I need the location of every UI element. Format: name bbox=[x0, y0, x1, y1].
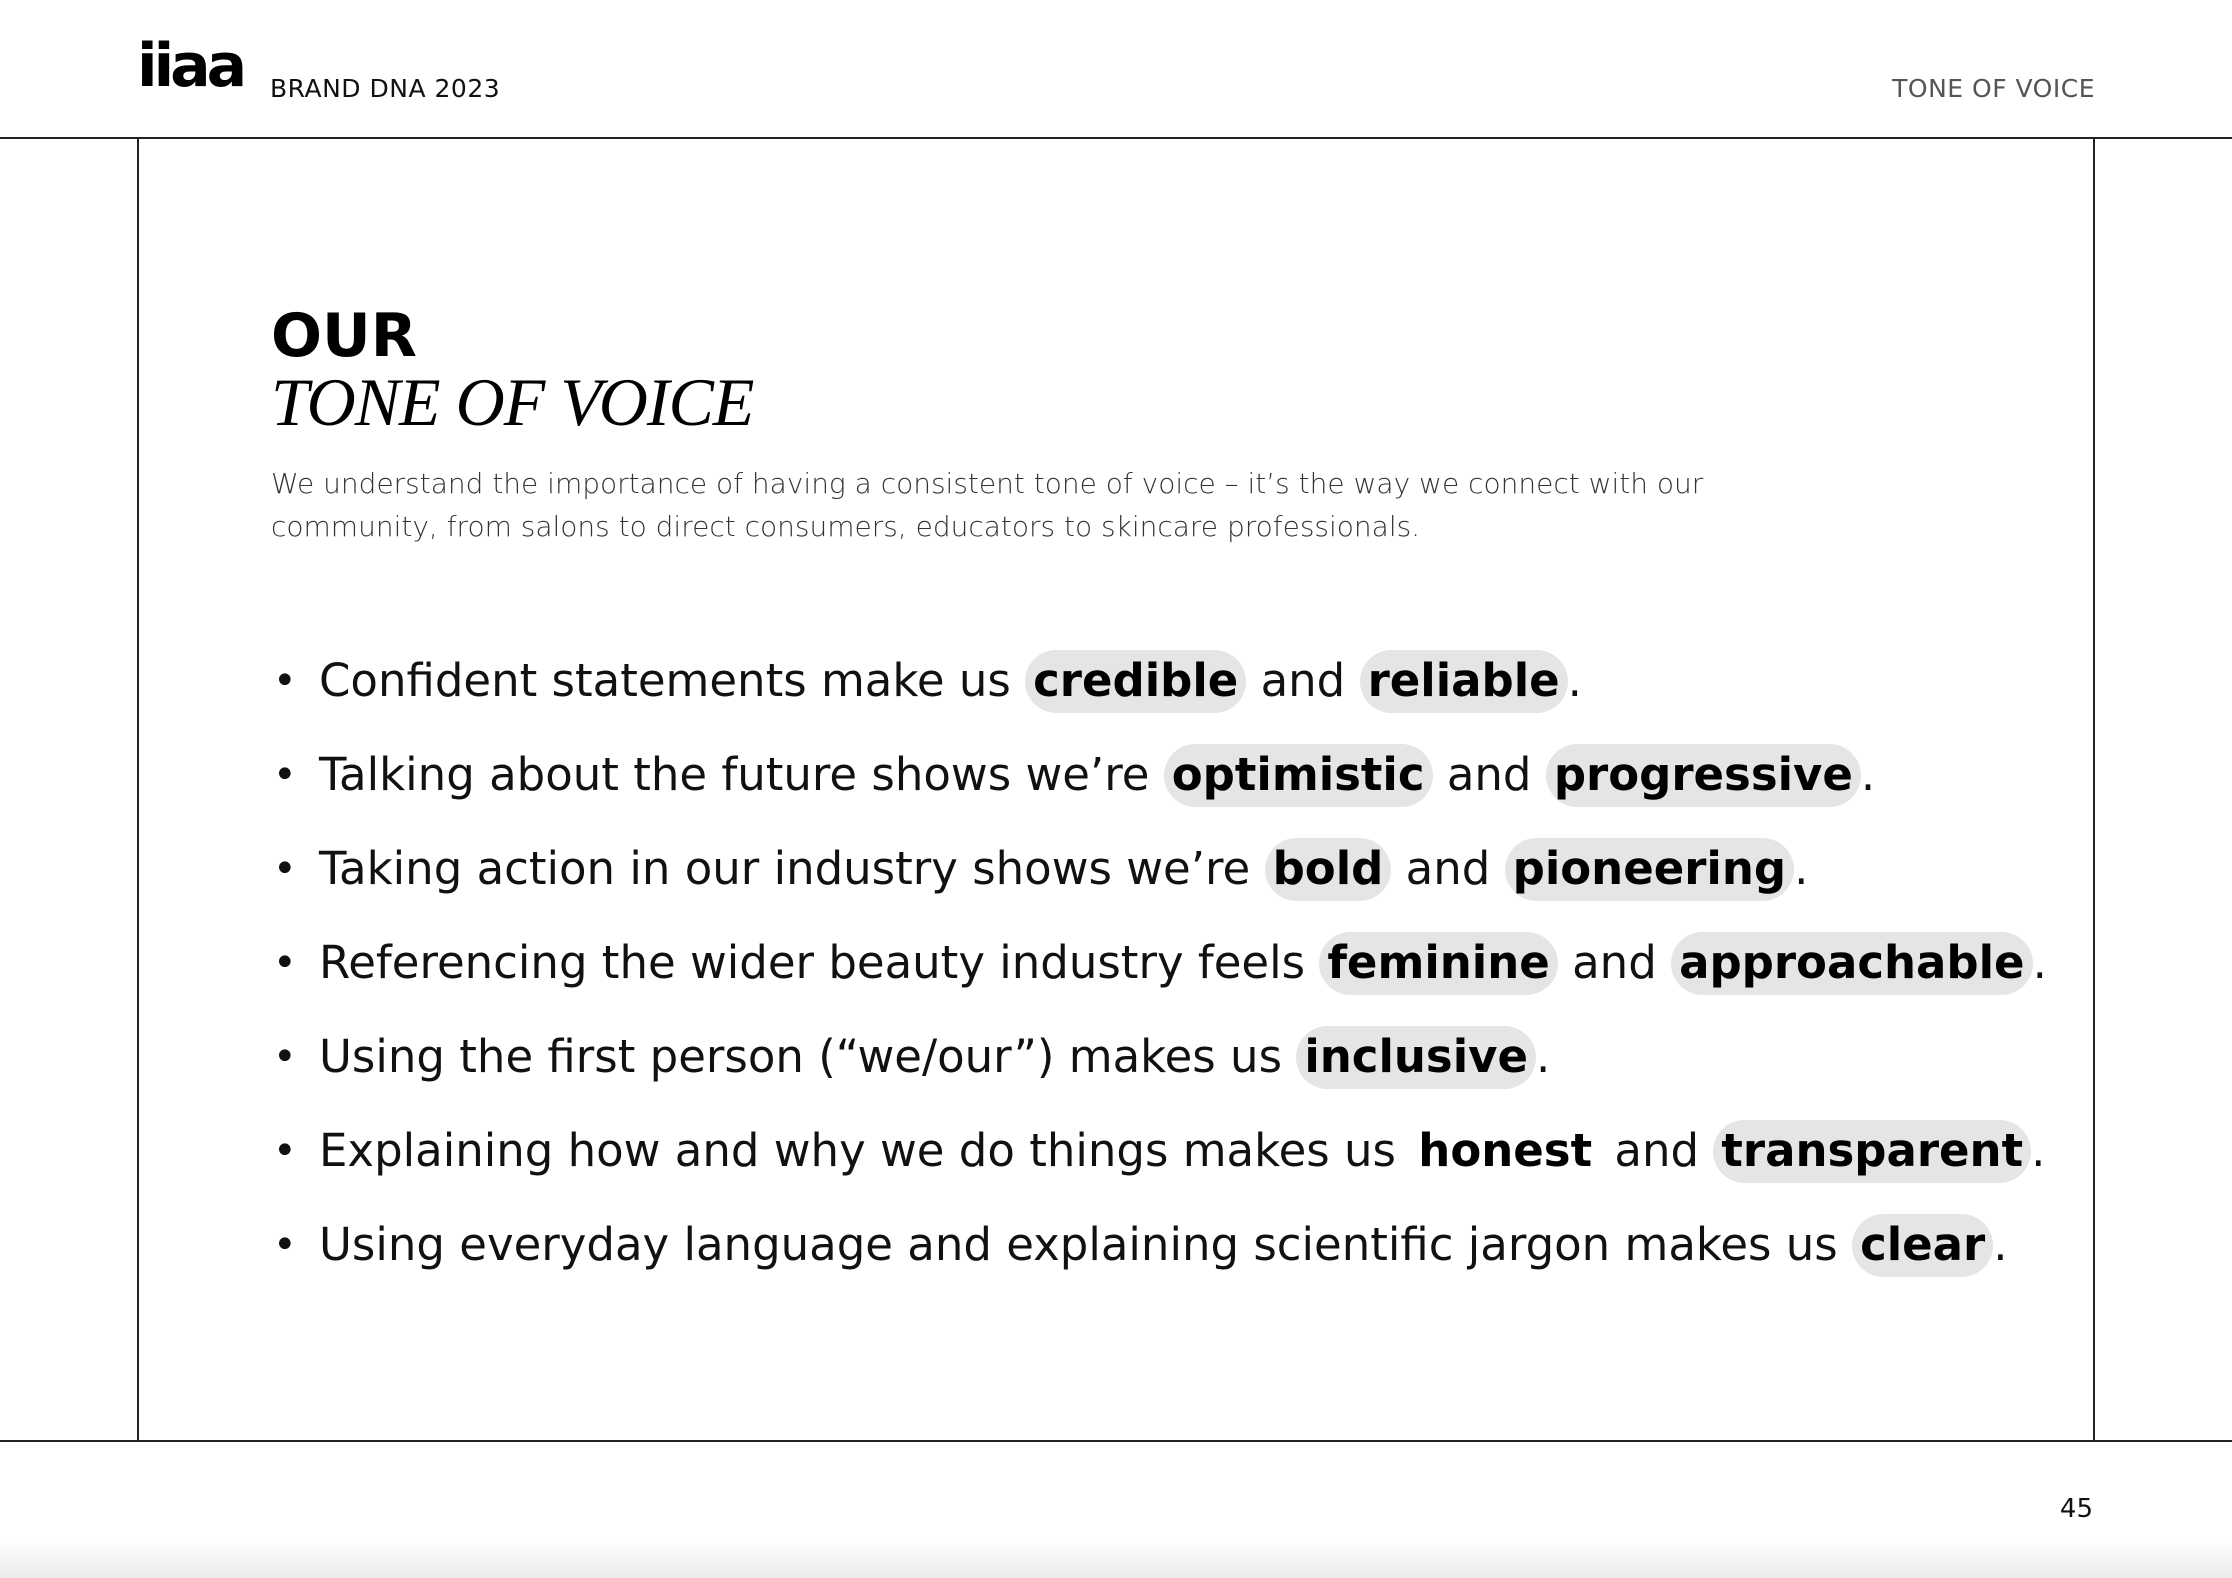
page-title-tone-of-voice: TONE OF VOICE bbox=[271, 364, 754, 440]
right-frame-line bbox=[2093, 137, 2095, 1441]
bottom-shadow bbox=[0, 1540, 2232, 1578]
left-frame-line bbox=[137, 137, 139, 1441]
bottom-rule bbox=[0, 1440, 2232, 1442]
keyword-pioneering: pioneering bbox=[1505, 838, 1795, 901]
bullet-dot: • bbox=[273, 1222, 297, 1268]
bullet-dot: • bbox=[273, 940, 297, 986]
bullet-dot: • bbox=[273, 1034, 297, 1080]
keyword-clear: clear bbox=[1852, 1214, 1993, 1277]
brand-label: BRAND DNA 2023 bbox=[270, 74, 501, 103]
bullet-optimistic-progressive: • Talking about the future shows we’re optimistic and progressive . bbox=[271, 742, 2071, 836]
keyword-optimistic: optimistic bbox=[1164, 744, 1433, 807]
bullet-clear: • Using everyday language and explaining scientific jargon makes us clear . bbox=[271, 1212, 2071, 1306]
page-title-our: OUR bbox=[271, 301, 417, 371]
bullet-honest-transparent: • Explaining how and why we do things makes us honest and transparent . bbox=[271, 1118, 2071, 1212]
keyword-progressive: progressive bbox=[1546, 744, 1861, 807]
keyword-feminine: feminine bbox=[1319, 932, 1557, 995]
bullet-dot: • bbox=[273, 1128, 297, 1174]
keyword-inclusive: inclusive bbox=[1296, 1026, 1536, 1089]
bullet-dot: • bbox=[273, 752, 297, 798]
bullet-credible-reliable: • Confident statements make us credible and reliable . bbox=[271, 648, 2071, 742]
page-number: 45 bbox=[2059, 1494, 2093, 1524]
keyword-credible: credible bbox=[1025, 650, 1246, 713]
keyword-honest: honest bbox=[1418, 1124, 1593, 1177]
top-rule bbox=[0, 137, 2232, 139]
keyword-reliable: reliable bbox=[1360, 650, 1568, 713]
bullet-dot: • bbox=[273, 846, 297, 892]
bullet-dot: • bbox=[273, 658, 297, 704]
section-label: TONE OF VOICE bbox=[1892, 74, 2095, 103]
bullet-inclusive: • Using the first person (“we/our”) makes us inclusive . bbox=[271, 1024, 2071, 1118]
tone-bullet-list bbox=[271, 648, 2071, 1306]
keyword-transparent: transparent bbox=[1713, 1120, 2031, 1183]
keyword-bold: bold bbox=[1265, 838, 1392, 901]
bullet-bold-pioneering: • Taking action in our industry shows we’re bold and pioneering . bbox=[271, 836, 2071, 930]
intro-paragraph: We understand the importance of having a consistent tone of voice – it’s the way we connect with our community, from salons to direct consumers, educators to skincare professionals. bbox=[271, 467, 1704, 543]
iiaa-logo: iiaa bbox=[137, 31, 244, 101]
bullet-feminine-approachable: • Referencing the wider beauty industry feels feminine and approachable . bbox=[271, 930, 2071, 1024]
keyword-approachable: approachable bbox=[1671, 932, 2033, 995]
